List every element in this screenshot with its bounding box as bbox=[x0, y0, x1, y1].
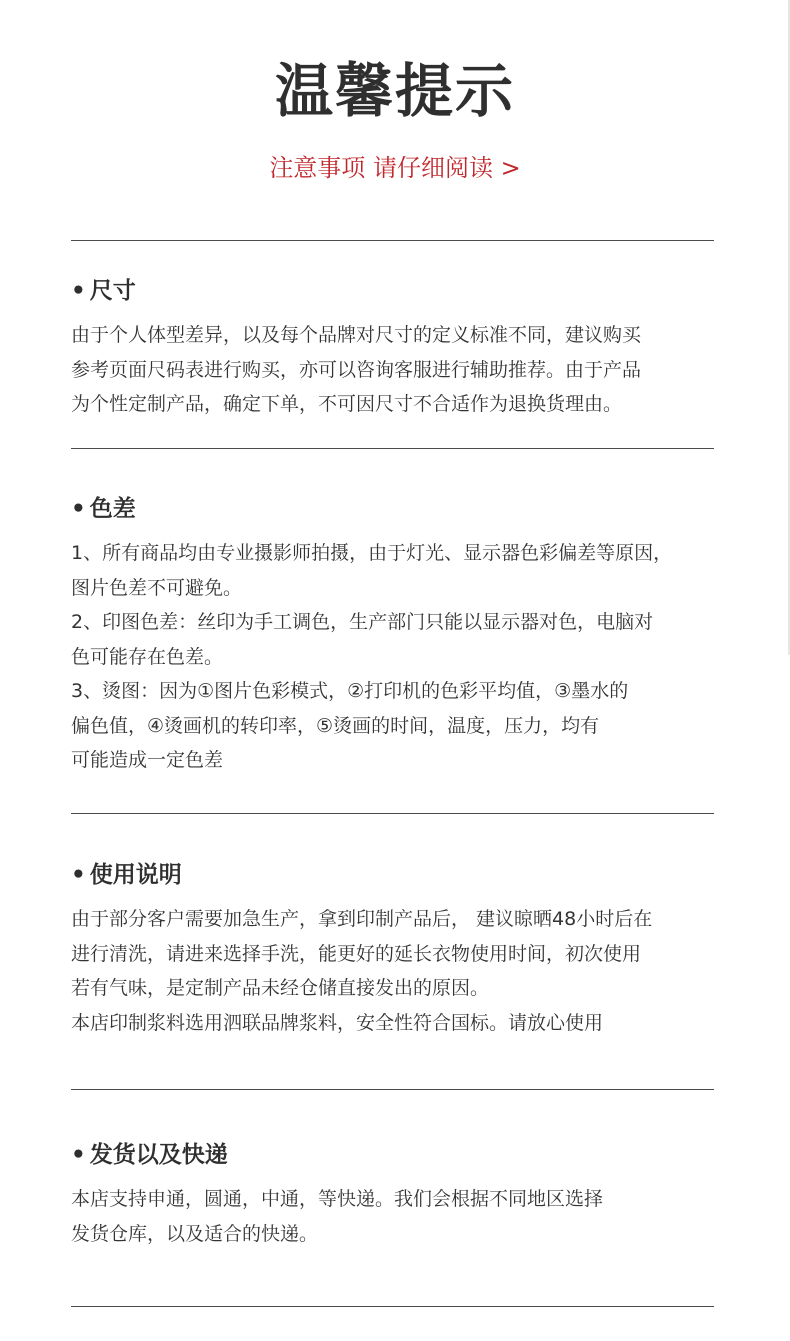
section-heading bbox=[71, 272, 721, 310]
section-size bbox=[71, 272, 721, 422]
paragraph-line: 3、烫图：因为①图片色彩模式，②打印机的色彩平均值，③墨水的 bbox=[71, 680, 629, 702]
section-heading-label: 色差 bbox=[89, 496, 136, 522]
page-title: 温馨提示 bbox=[274, 57, 515, 125]
section-color-difference bbox=[71, 490, 721, 778]
section-heading-label: 尺寸 bbox=[89, 278, 136, 304]
section-divider bbox=[71, 1306, 714, 1307]
section-shipping bbox=[71, 1136, 721, 1251]
paragraph-line: 为个性定制产品，确定下单，不可因尺寸不合适作为退换货理由。 bbox=[71, 393, 623, 415]
bullet-icon: • bbox=[71, 1142, 86, 1168]
paragraph-line: 参考页面尺码表进行购买，亦可以咨询客服进行辅助推荐。由于产品 bbox=[71, 358, 642, 381]
paragraph-line: 本店支持申通，圆通，中通，等快递。我们会根据不同地区选择 bbox=[71, 1188, 604, 1210]
paragraph-line: 可能造成一定色差 bbox=[71, 749, 224, 771]
paragraph-line: 1、所有商品均由专业摄影师拍摄，由于灯光、显示器色彩偏差等原因， bbox=[71, 542, 673, 564]
paragraph-line: 进行清洗，请进来选择手洗，能更好的延长衣物使用时间，初次使用 bbox=[71, 942, 642, 965]
read-carefully-link[interactable]: 注意事项 请仔细阅读 > bbox=[269, 154, 521, 182]
section-heading bbox=[71, 1136, 721, 1174]
section-divider bbox=[71, 1089, 714, 1090]
section-divider bbox=[71, 240, 714, 241]
paragraph-line: 偏色值，④烫画机的转印率，⑤烫画的时间，温度，压力，均有 bbox=[71, 714, 600, 737]
section-heading-label: 发货以及快递 bbox=[89, 1142, 228, 1168]
paragraph-line: 发货仓库，以及适合的快递。 bbox=[71, 1222, 319, 1245]
bullet-icon: • bbox=[71, 496, 86, 522]
paragraph-line: 2、印图色差：丝印为手工调色，生产部门只能以显示器对色，电脑对 bbox=[71, 611, 654, 633]
section-heading bbox=[71, 856, 721, 894]
section-heading bbox=[71, 490, 721, 528]
paragraph-line: 图片色差不可避免。 bbox=[71, 576, 243, 599]
paragraph-line: 由于部分客户需要加急生产，拿到印制产品后， 建议晾晒48小时后在 bbox=[71, 908, 653, 930]
section-usage-instructions bbox=[71, 856, 721, 1040]
section-divider bbox=[71, 448, 714, 449]
paragraph-line: 由于个人体型差异，以及每个品牌对尺寸的定义标准不同，建议购买 bbox=[71, 324, 642, 346]
section-heading-label: 使用说明 bbox=[89, 862, 182, 888]
section-divider bbox=[71, 813, 714, 814]
paragraph-line: 色可能存在色差。 bbox=[71, 645, 224, 668]
bullet-icon: • bbox=[71, 862, 86, 888]
paragraph-line: 若有气味，是定制产品未经仓储直接发出的原因。 bbox=[71, 977, 490, 999]
paragraph-line: 本店印制浆料选用泗联品牌浆料，安全性符合国标。请放心使用 bbox=[71, 1011, 604, 1034]
bullet-icon: • bbox=[71, 278, 86, 304]
